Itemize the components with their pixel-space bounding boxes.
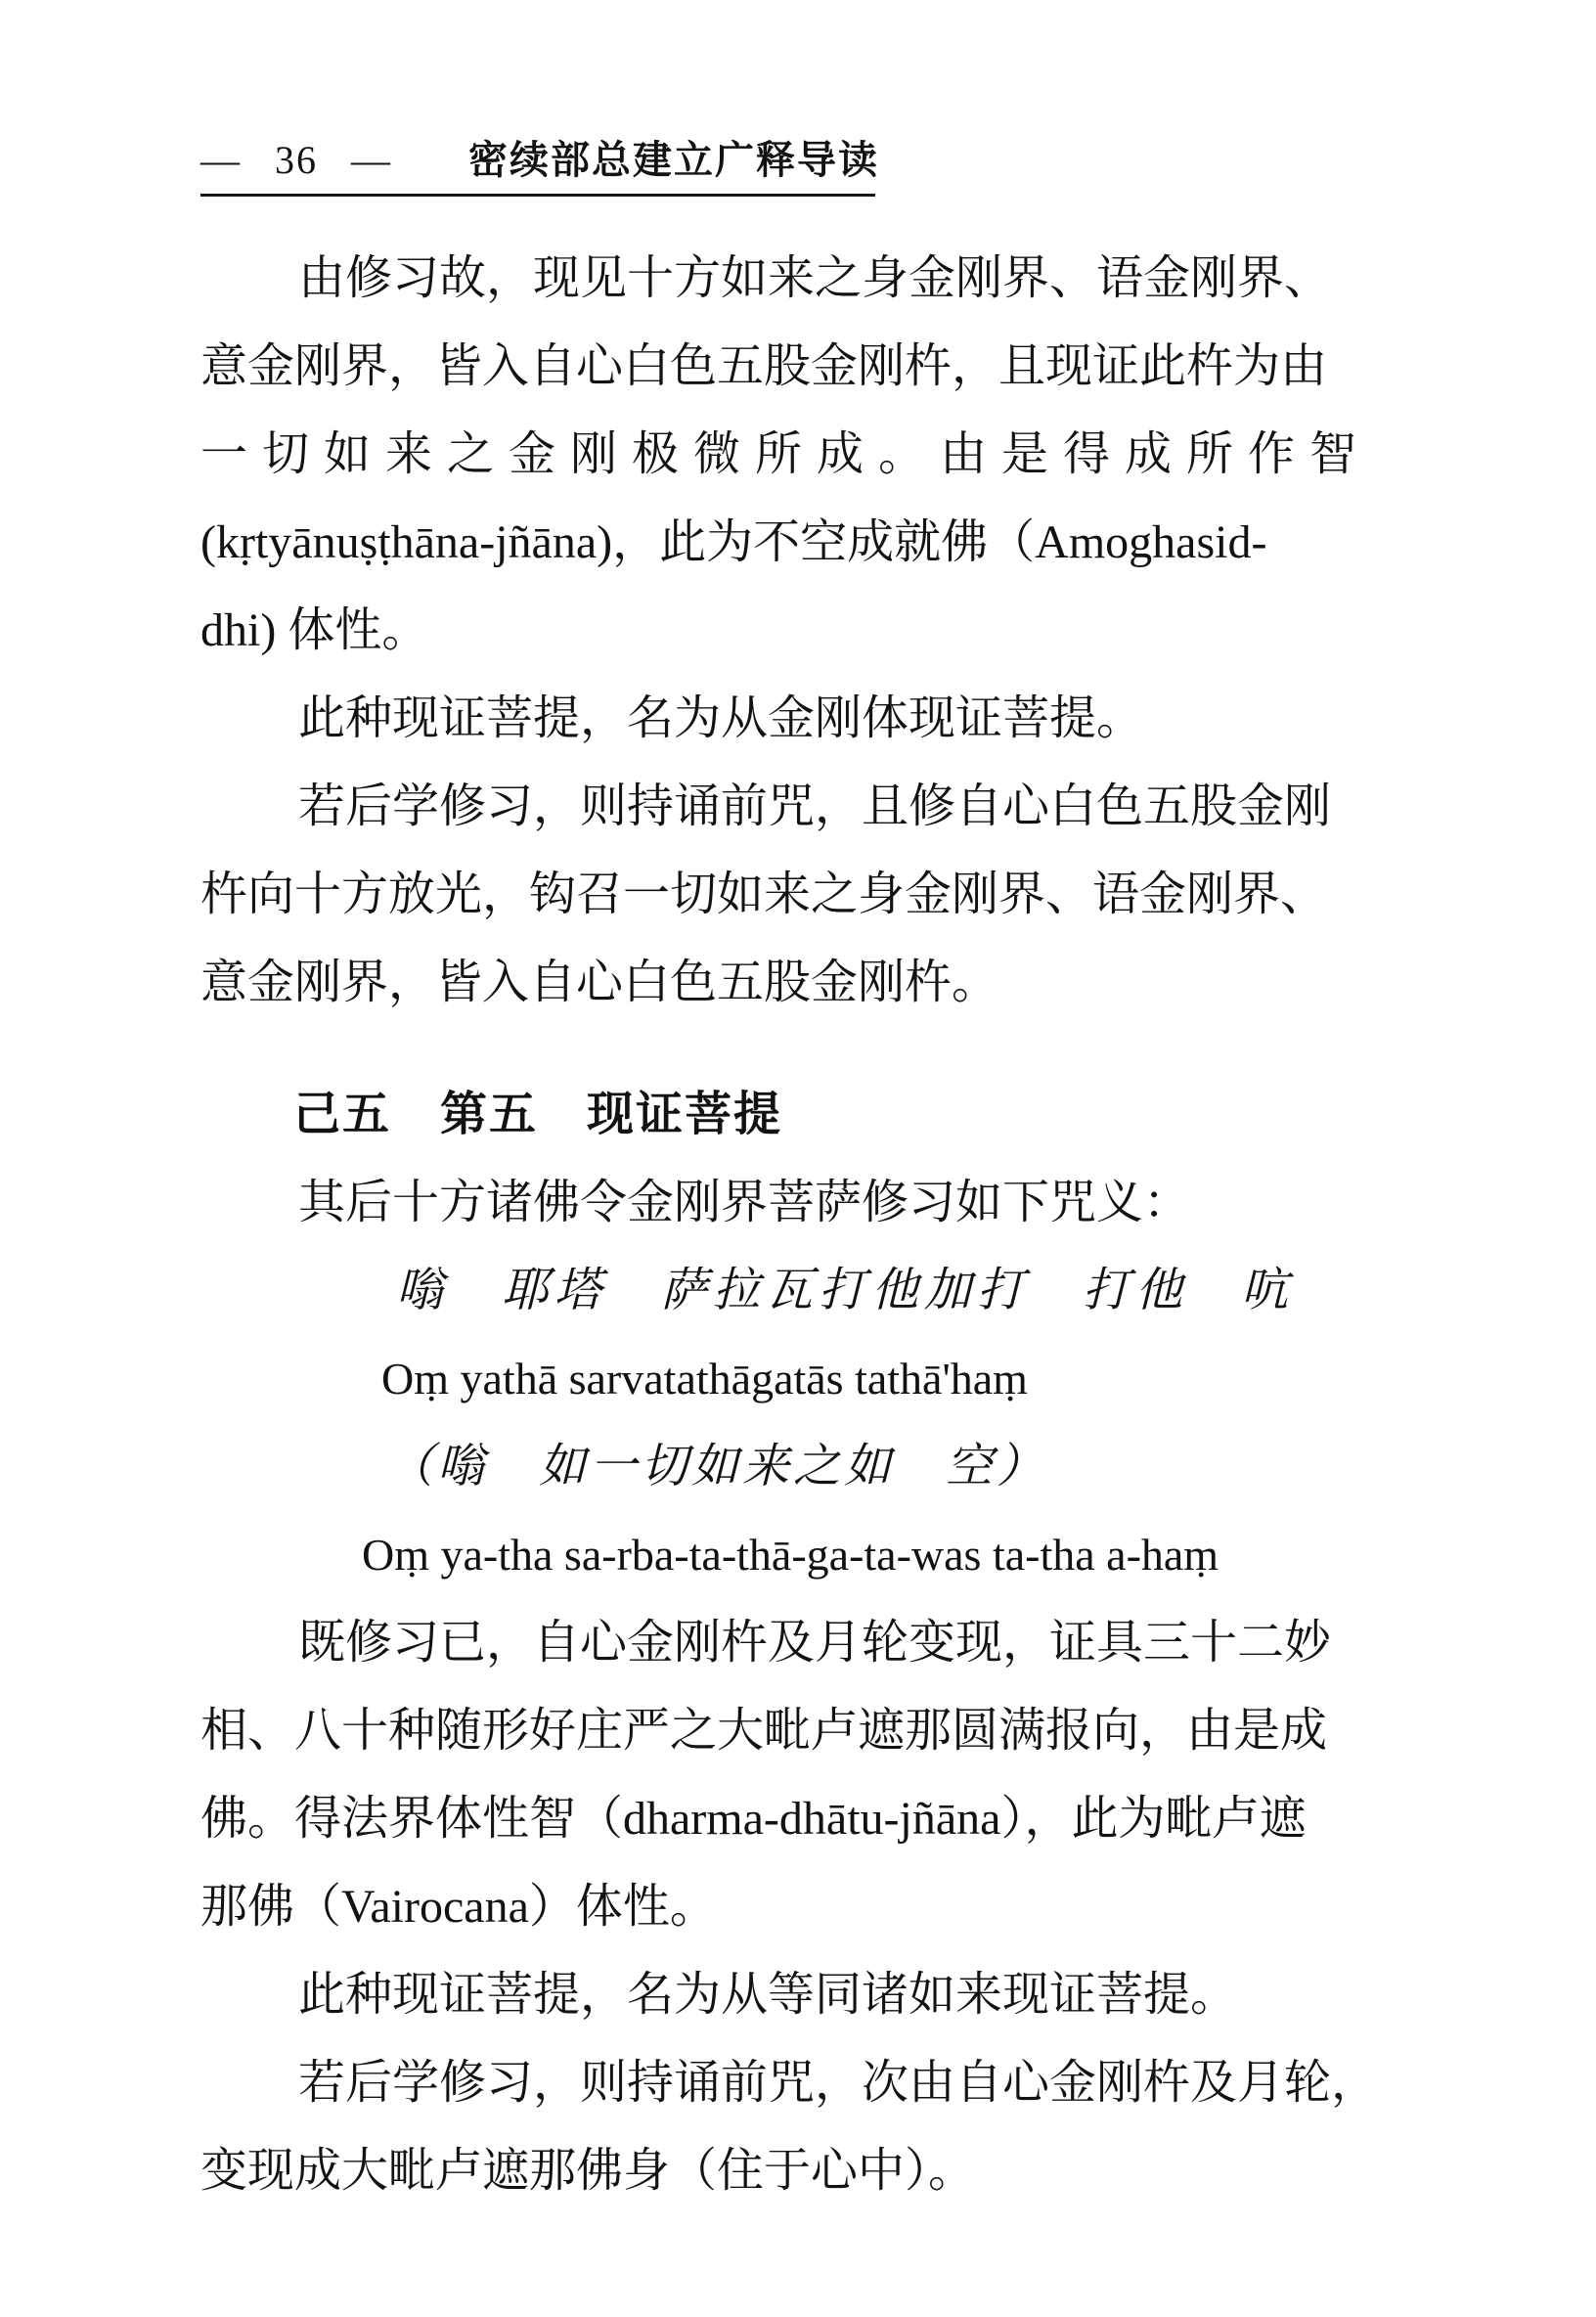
body-line: 相、八十种随形好庄严之大毗卢遮那圆满报向，由是成 bbox=[200, 1705, 1328, 1757]
body-line: 由修习故，现见十方如来之身金刚界、语金刚界、 bbox=[298, 252, 1332, 304]
section-heading: 己五 第五 现证菩提 bbox=[293, 1089, 783, 1140]
mantra-line-chinese: 嗡 耶塔 萨拉瓦打他加打 打他 吭 bbox=[396, 1265, 1295, 1316]
body-line: 此种现证菩提，名为从金刚体现证菩提。 bbox=[298, 692, 1144, 744]
book-title: 密续部总建立广释导读 bbox=[468, 138, 879, 182]
body-line: 若后学修习，则持诵前咒，且修自心白色五股金刚 bbox=[298, 780, 1332, 832]
mantra-gloss-chinese: （嗡 如一切如来之如 空） bbox=[386, 1441, 1048, 1493]
body-line: 变现成大毗卢遮那佛身（住于心中）。 bbox=[200, 2145, 976, 2197]
page-number: 36 bbox=[275, 138, 318, 182]
body-line-sanskrit: 那佛（Vairocana）体性。 bbox=[200, 1881, 717, 1933]
page-header bbox=[200, 129, 879, 185]
header-dash-left: — bbox=[200, 138, 242, 182]
body-line: 其后十方诸佛令金刚界菩萨修习如下咒义： bbox=[298, 1177, 1191, 1228]
body-line: 意金刚界，皆入自心白色五股金刚杵。 bbox=[200, 957, 999, 1008]
body-line-sanskrit: 佛。得法界体性智（dharma-dhātu-jñāna），此为毗卢遮 bbox=[200, 1793, 1307, 1845]
header-dash-right: — bbox=[351, 138, 392, 182]
body-line: 若后学修习，则持诵前咒，次由自心金刚杵及月轮， bbox=[298, 2057, 1379, 2109]
text-block bbox=[200, 235, 1438, 2215]
body-line: 意金刚界，皆入自心白色五股金刚杵，且现证此杵为由 bbox=[200, 340, 1328, 392]
body-line: dhi) 体性。 bbox=[200, 604, 429, 656]
body-line-justified: 一切如来之金刚极微所成。由是得成所作智 bbox=[200, 428, 1372, 480]
body-line: 既修习已，自心金刚杵及月轮变现，证具三十二妙 bbox=[298, 1617, 1332, 1669]
mantra-line-latin-syllabified: Oṃ ya-tha sa-rba-ta-thā-ga-ta-was ta-tha a-haṃ bbox=[362, 1530, 1219, 1580]
header-rule bbox=[200, 194, 875, 197]
body-line-sanskrit: (kṛtyānuṣṭhāna-jñāna)，此为不空成就佛（Amoghasid- bbox=[200, 516, 1267, 568]
body-line: 杵向十方放光，钩召一切如来之身金刚界、语金刚界、 bbox=[200, 869, 1328, 920]
body-line: 此种现证菩提，名为从等同诸如来现证菩提。 bbox=[298, 1969, 1238, 2021]
mantra-line-latin: Oṃ yathā sarvatathāgatās tathā'haṃ bbox=[381, 1354, 1028, 1404]
